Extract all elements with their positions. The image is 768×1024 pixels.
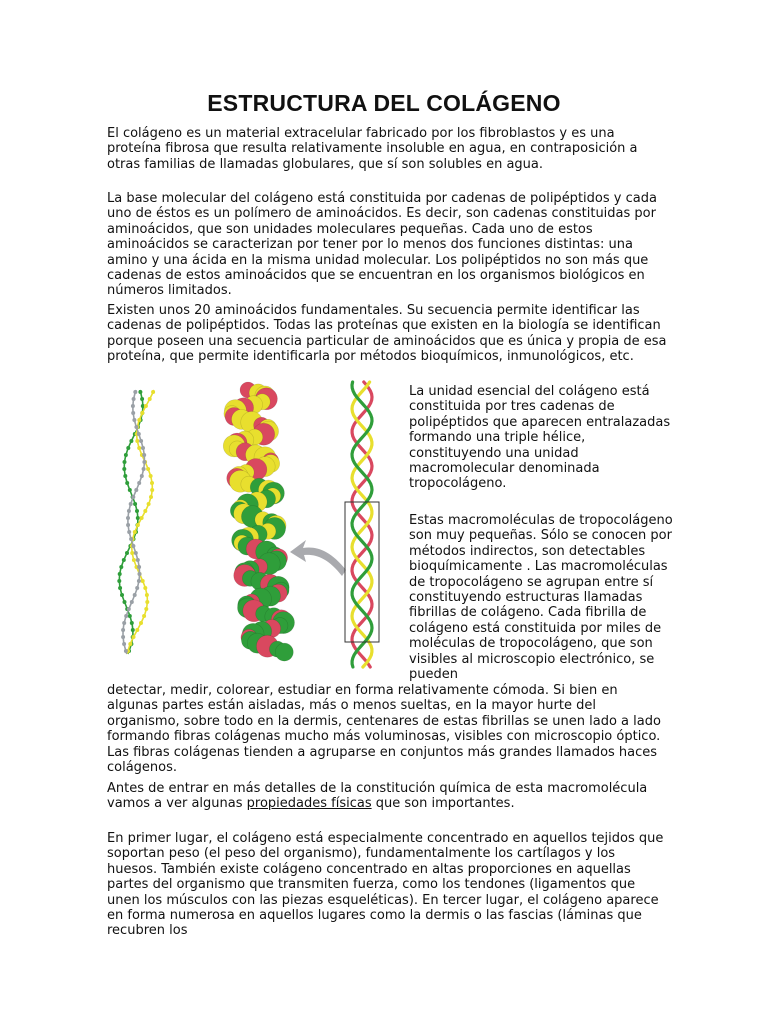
- space-filling-model-illustration: [223, 382, 294, 661]
- ribbon-helix-illustration: [352, 382, 372, 667]
- paragraph-tropocollagen: La unidad esencial del colágeno está constituida por tres cadenas de polipéptidos que aparecen entralazadas formando una triple hélice, constituyendo una unidad macromolecular denominada tropocolágeno.: [409, 384, 671, 492]
- p5-text-after: que son importantes.: [371, 796, 515, 812]
- page-title: ESTRUCTURA DEL COLÁGENO: [207, 90, 561, 116]
- paragraph-macromolecules: Estas macromoléculas de tropocolágeno son muy pequeñas. Sólo se conocen por métodos indirectos, son detectables bioquímicamente . Las macromoléculas de tropocolágeno se agrupan entre sí constituyendo estructuras llamadas fibrillas de colágeno. Cada fibrilla de colágeno está constituida por miles de moléculas de tropocolágeno, que son visibles al microscopio electrónico, se pueden: [409, 513, 673, 683]
- paragraph-amino-acids: Existen unos 20 aminoácidos fundamentales. Su secuencia permite identificar las cadenas de polipéptidos. Todas las proteínas que existen en la biología se identifican porque poseen una secuencia particular de aminoácidos que es única y propia de esa proteína, que permite identificarla por métodos bioquímicos, inmunológicos, etc.: [107, 303, 667, 365]
- paragraph-intro: El colágeno es un material extracelular fabricado por los fibroblastos y es una proteína fibrosa que resulta relativamente insoluble en agua, en contraposición a otras familias de llamadas globulares, que sí son solubles en agua.: [107, 126, 638, 172]
- stick-model-illustration: [117, 390, 155, 654]
- p5-text-before: Antes de entrar en más detalles de la constitución química de esta macromolécula vamos a ver algunas: [107, 781, 648, 812]
- paragraph-fibrils: detectar, medir, colorear, estudiar en forma relativamente cómoda. Si bien en algunas partes están aisladas, más o menos sueltas, en la mayor hurte del organismo, sobre todo en la dermis, centenares de estas fibrillas se unen lado a lado formando fibras colágenas mucho más voluminosas, visibles con microscopio óptico. Las fibras colágenas tienden a agruparse en conjuntos más grandes llamados haces colágenos.: [107, 683, 661, 776]
- paragraph-molecular-base: La base molecular del colágeno está constituida por cadenas de polipéptidos y cada uno de éstos es un polímero de aminoácidos. Es decir, son cadenas constituidas por aminoácidos, que son unidades moleculares pequeñas. Cada uno de estos aminoácidos se caracterizan por tener por lo menos dos funciones distintas: una amino y una ácida en la misma unidad molecular. Los polipéptidos no son más que cadenas de estos aminoácidos que se encuentran en los organismos biológicos en números limitados.: [107, 191, 657, 299]
- physical-properties-link[interactable]: propiedades físicas: [246, 796, 372, 812]
- collagen-triple-helix-figure: [108, 380, 400, 670]
- arrow-icon: [290, 540, 346, 576]
- paragraph-tissues: En primer lugar, el colágeno está especialmente concentrado en aquellos tejidos que soportan peso (el peso del organismo), fundamentalmente los cartílagos y los huesos. También existe colágeno concentrado en altas proporciones en aquellas partes del organismo que transmiten fuerza, como los tendones (ligamentos que unen los músculos con las piezas esqueléticas). En tercer lugar, el colágeno aparece en forma numerosa en aquellos lugares como la dermis o las fascias (láminas que recubren los: [107, 831, 664, 939]
- paragraph-physical-properties: [107, 781, 667, 812]
